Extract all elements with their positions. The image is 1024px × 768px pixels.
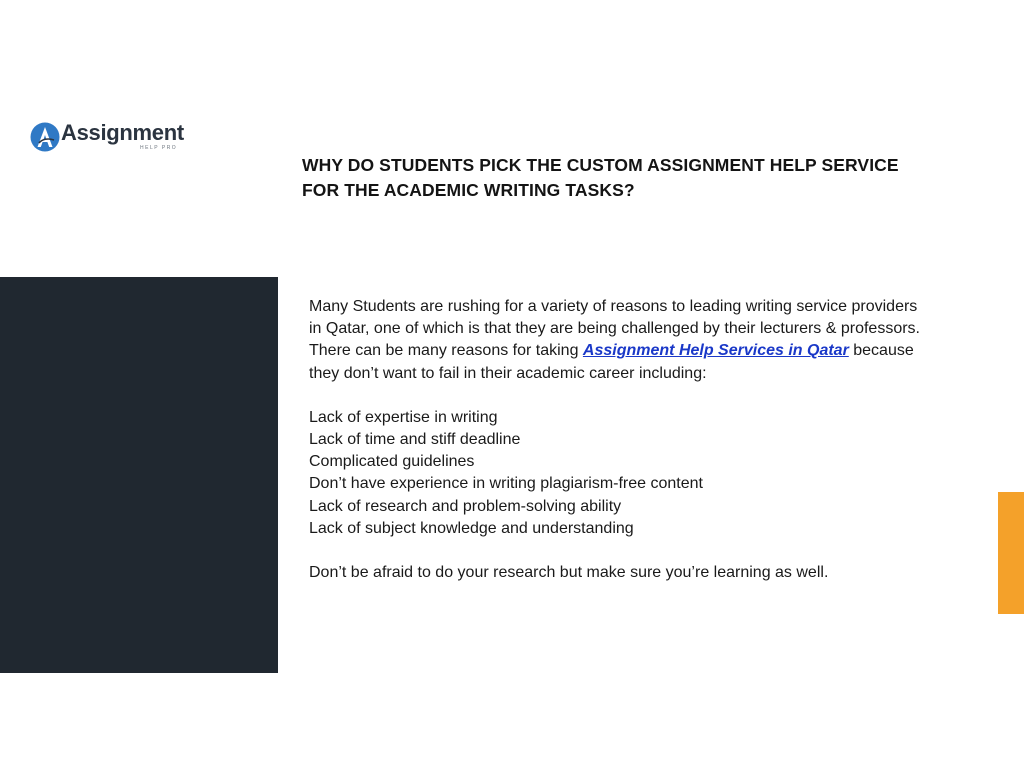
assignment-help-qatar-link[interactable]: Assignment Help Services in Qatar	[582, 342, 849, 360]
list-item: Lack of subject knowledge and understanding	[309, 519, 634, 537]
brand-logo[interactable]	[30, 120, 190, 156]
list-item: Don’t have experience in writing plagiarism-free content	[309, 475, 703, 493]
content-body	[309, 296, 929, 584]
logo-wordmark: Assignment	[61, 120, 184, 145]
assignment-logo-icon	[30, 122, 60, 152]
list-item: Lack of time and stiff deadline	[309, 431, 521, 449]
intro-paragraph	[309, 296, 929, 385]
reasons-list	[309, 407, 929, 540]
dark-side-panel	[0, 277, 278, 673]
closing-paragraph: Don’t be afraid to do your research but make sure you’re learning as well.	[309, 564, 829, 582]
list-item: Lack of expertise in writing	[309, 408, 498, 426]
slide-heading: WHY DO STUDENTS PICK THE CUSTOM ASSIGNMENT HELP SERVICE FOR THE ACADEMIC WRITING TASKS?	[302, 155, 899, 200]
intro-text-before: Many Students are rushing for a variety of reasons to leading writing service providers in Qatar, one of which is that they are being challenged by their lecturers & professors. There can be many reasons for taking	[309, 298, 920, 360]
list-item: Complicated guidelines	[309, 453, 475, 471]
list-item: Lack of research and problem-solving ability	[309, 497, 622, 515]
orange-accent-tab	[998, 492, 1024, 614]
intro-text-after: because they don’t want to fail in their academic career including:	[309, 342, 914, 382]
logo-tagline: HELP PRO	[140, 145, 178, 151]
